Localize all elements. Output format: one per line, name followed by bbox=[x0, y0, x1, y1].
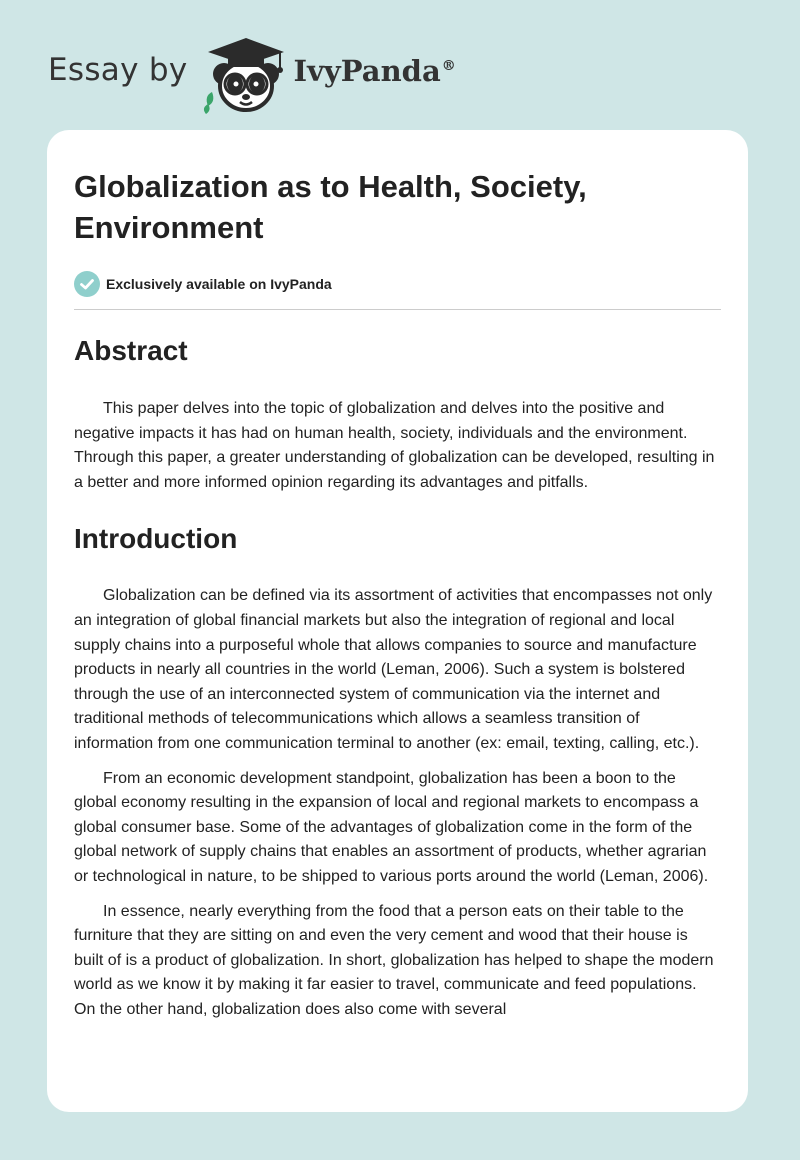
introduction-section bbox=[74, 522, 721, 1022]
introduction-heading: Introduction bbox=[74, 523, 238, 555]
title-divider bbox=[74, 309, 721, 310]
site-brand[interactable] bbox=[48, 34, 456, 114]
panda-graduate-icon bbox=[202, 34, 290, 114]
page-title: Globalization as to Health, Society, Environment bbox=[74, 169, 587, 245]
registered-mark: ® bbox=[441, 58, 456, 75]
brand-name bbox=[294, 54, 456, 88]
brand-name-text: IvyPanda bbox=[293, 54, 441, 88]
essay-card bbox=[47, 130, 748, 1112]
check-badge-icon bbox=[74, 271, 100, 297]
exclusive-label: Exclusively available on IvyPanda bbox=[106, 276, 332, 292]
abstract-section bbox=[74, 334, 721, 495]
exclusive-badge bbox=[74, 270, 721, 298]
introduction-paragraph-1: Globalization can be defined via its assortment of activities that encompasses not only an integration of global financial markets but also the integration of regional and local supply chains into a purposeful whole that allows companies to source and manufacture products in nearly all countries in the world (Leman, 2006). Such a system is bolstered through the use of an interconnected system of communication via the internet and traditional methods of telecommunications which allows a seamless transition of information from one communication terminal to another (ex: email, texting, calling, etc.). bbox=[74, 587, 713, 752]
brand-prefix: Essay by bbox=[48, 52, 188, 88]
introduction-paragraph-2: From an economic development standpoint, globalization has been a boon to the global economy resulting in the expansion of local and regional markets to encompass a global consumer base. Some of the advantages of globalization come in the form of the global network of supply chains that enables an assortment of products, whether agrarian or technological in nature, to be shipped to various ports around the world (Leman, 2006). bbox=[74, 769, 709, 885]
abstract-paragraph: This paper delves into the topic of globalization and delves into the positive and negative impacts it has had on human health, society, individuals and the environment. Through this paper, a greater understanding of globalization can be developed, resulting in a better and more informed opinion regarding its advantages and pitfalls. bbox=[74, 400, 715, 491]
abstract-heading: Abstract bbox=[74, 335, 188, 366]
introduction-paragraph-3: In essence, nearly everything from the food that a person eats on their table to the furniture that they are sitting on and even the very cement and wood that their house is built of is a product of globalization. In short, globalization has helped to shape the modern world as we know it by making it far easier to travel, communicate and feed populations. On the other hand, globalization does also come with several bbox=[74, 902, 714, 1018]
